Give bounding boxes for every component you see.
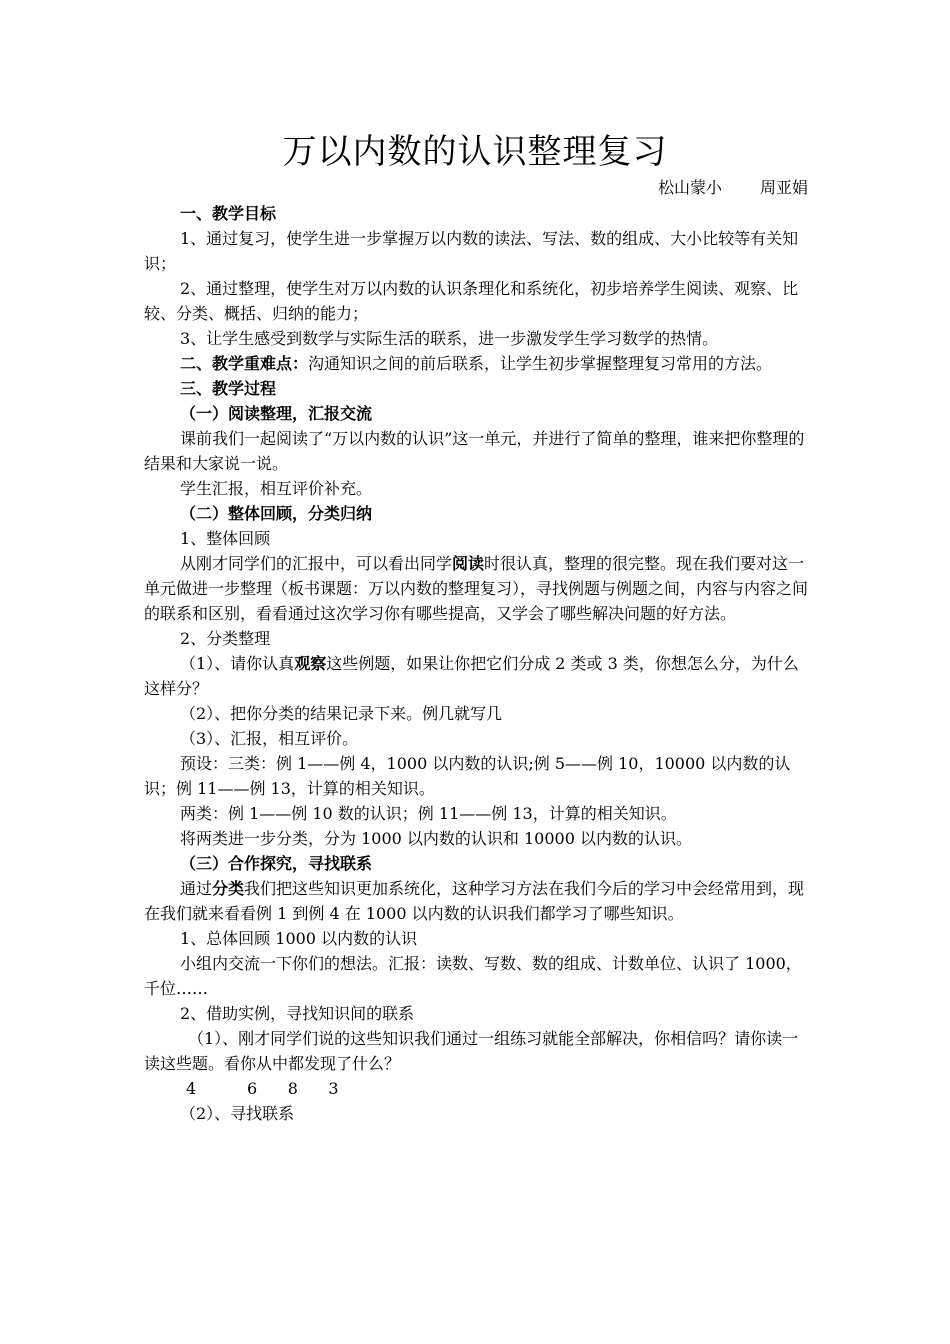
paragraph: 课前我们一起阅读了“万以内数的认识”这一单元，并进行了简单的整理，谁来把你整理的结果和大家说一说。	[144, 429, 805, 473]
subheading-1: （一）阅读整理，汇报交流	[180, 404, 373, 423]
number-row: 4 6 8 3	[186, 1079, 339, 1098]
document-title: 万以内数的认识整理复习	[282, 132, 668, 172]
section-heading-goals: 一、教学目标	[180, 204, 277, 223]
paragraph: （2）、把你分类的结果记录下来。例几就写几	[180, 704, 503, 723]
document-body	[144, 201, 812, 1126]
text-run: （1）、请你认真	[180, 654, 295, 673]
bold-word: 分类	[212, 879, 245, 898]
paragraph: 小组内交流一下你们的想法。汇报：读数、写数、数的组成、计数单位、认识了 1000，千位……	[144, 954, 802, 998]
paragraph	[144, 876, 812, 926]
text-run: 通过	[180, 879, 213, 898]
paragraph: （3）、汇报，相互评价。	[180, 729, 359, 748]
goal-1: 1、通过复习，使学生进一步掌握万以内数的读法、写法、数的组成、大小比较等有关知识；	[144, 229, 799, 273]
goal-3: 3、让学生感受到数学与实际生活的联系，进一步激发学生学习数学的热情。	[180, 329, 719, 348]
section-heading-process: 三、教学过程	[180, 379, 277, 398]
paragraph: 2、借助实例，寻找知识间的联系	[180, 1004, 415, 1023]
subheading-2: （二）整体回顾，分类归纳	[180, 504, 373, 523]
paragraph: 将两类进一步分类，分为 1000 以内数的认识和 10000 以内数的认识。	[180, 829, 692, 848]
paragraph: 预设：三类：例 1——例 4，1000 以内数的认识;例 5——例 10，10000 以内数的认识；例 11——例 13，计算的相关知识。	[144, 754, 791, 798]
paragraph: 1、总体回顾 1000 以内数的认识	[180, 929, 418, 948]
author-school: 松山蒙小	[657, 178, 722, 197]
key-points	[144, 351, 812, 376]
text-run: 从刚才同学们的汇报中，可以看出同学	[180, 554, 453, 573]
text-run: 这些例题，如果让你把它们分成 2 类或 3 类，你想怎么分，为什么这样分？	[144, 654, 799, 698]
paragraph: 2、分类整理	[180, 629, 271, 648]
bold-word: 观察	[294, 654, 327, 673]
paragraph: （2）、寻找联系	[180, 1104, 295, 1123]
subheading-3: （三）合作探究，寻找联系	[180, 854, 373, 873]
key-points-label: 二、教学重难点：	[180, 354, 309, 373]
goal-2: 2、通过整理，使学生对万以内数的认识条理化和系统化，初步培养学生阅读、观察、比较、分类、概括、归纳的能力；	[144, 279, 799, 323]
paragraph: （1）、刚才同学们说的这些知识我们通过一组练习就能全部解决，你相信吗？请你读一读这些题。看你从中都发现了什么？	[144, 1029, 799, 1073]
paragraph	[144, 551, 812, 626]
text-run: 我们把这些知识更加系统化，这种学习方法在我们今后的学习中会经常用到，现在我们就来看看例 1 到例 4 在 1000 以内数的认识我们都学习了哪些知识。	[144, 879, 805, 923]
paragraph	[144, 651, 812, 701]
author-name: 周亚娟	[759, 178, 808, 197]
author-line	[0, 178, 808, 198]
paragraph: 1、整体回顾	[180, 529, 271, 548]
paragraph: 两类：例 1——例 10 数的认识；例 11——例 13，计算的相关知识。	[180, 804, 677, 823]
key-points-text: 沟通知识之间的前后联系，让学生初步掌握整理复习常用的方法。	[308, 354, 773, 373]
paragraph: 学生汇报，相互评价补充。	[180, 479, 373, 498]
bold-word: 阅读	[452, 554, 485, 573]
text-run: 时很认真，整理的很完整。现在我们要对这一单元做进一步整理（板书课题：万以内数的整理复习），寻找例题与例题之间，内容与内容之间的联系和区别，看看通过这次学习你有哪些提高，又学会了哪些解决问题的好方法。	[144, 554, 809, 623]
